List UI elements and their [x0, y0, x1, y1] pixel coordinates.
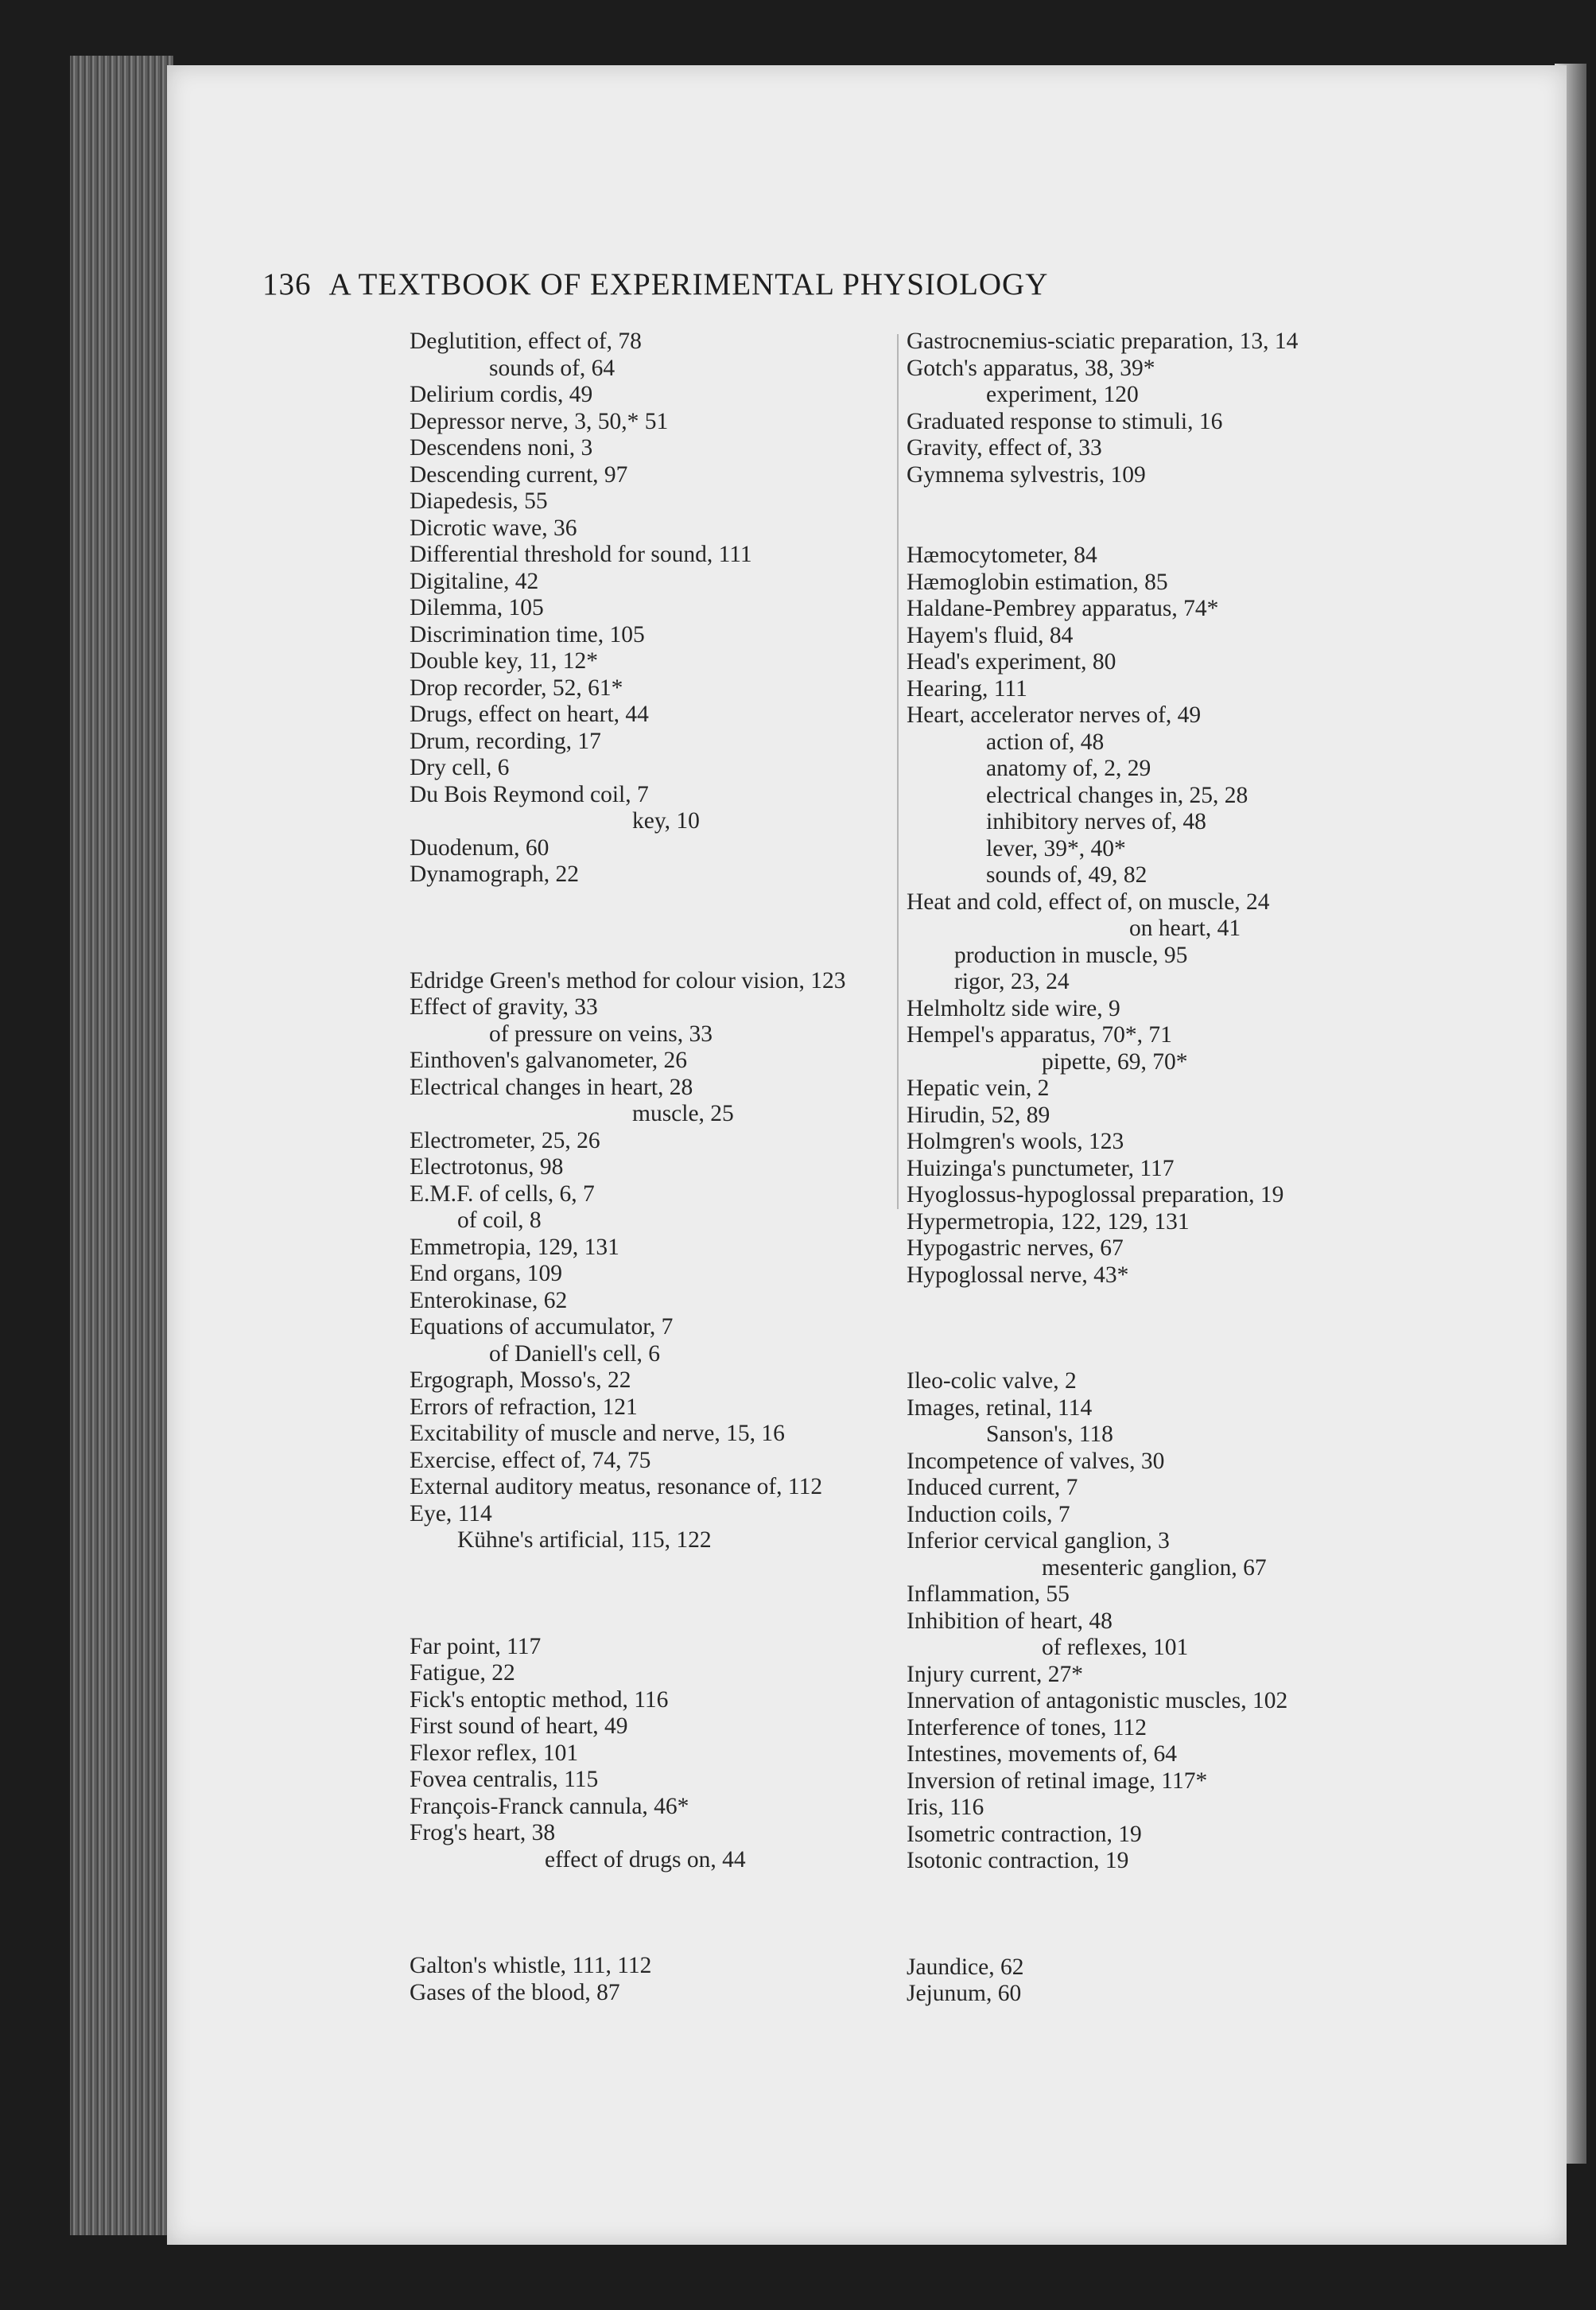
index-subentry: of pressure on veins, 33: [489, 1021, 713, 1047]
index-entry: Fick's entoptic method, 116: [410, 1686, 669, 1713]
index-entry: François-Franck cannula, 46*: [410, 1793, 689, 1819]
index-entry: Images, retinal, 114: [907, 1394, 1093, 1421]
index-entry: Gases of the blood, 87: [410, 1979, 620, 2005]
index-entry: Ergograph, Mosso's, 22: [410, 1367, 631, 1393]
index-entry: Hepatic vein, 2: [907, 1075, 1050, 1101]
index-entry: Hempel's apparatus, 70*, 71: [907, 1022, 1172, 1048]
index-entry: Electrical changes in heart, 28: [410, 1074, 693, 1100]
index-entry: Injury current, 27*: [907, 1661, 1083, 1687]
index-entry: Duodenum, 60: [410, 834, 549, 861]
index-subentry: electrical changes in, 25, 28: [986, 782, 1248, 808]
index-entry: Double key, 11, 12*: [410, 648, 599, 674]
index-subentry: muscle, 25: [632, 1101, 734, 1126]
index-entry: Du Bois Reymond coil, 7: [410, 781, 649, 807]
index-entry: Gravity, effect of, 33: [907, 435, 1102, 461]
index-entry: Hyoglossus-hypoglossal preparation, 19: [907, 1182, 1284, 1208]
index-entry: Hæmoglobin estimation, 85: [907, 569, 1168, 595]
index-entry: Delirium cordis, 49: [410, 382, 593, 407]
page-number: 136: [262, 267, 312, 301]
index-entry: Incompetence of valves, 30: [907, 1448, 1165, 1474]
index-entry: Holmgren's wools, 123: [907, 1129, 1124, 1154]
index-subentry: action of, 48: [986, 729, 1105, 755]
index-entry: Jaundice, 62: [907, 1954, 1024, 1980]
index-entry: Jejunum, 60: [907, 1981, 1022, 2006]
index-entry: Isometric contraction, 19: [907, 1821, 1142, 1847]
index-entry: Electrometer, 25, 26: [410, 1127, 600, 1153]
index-entry: Huizinga's punctumeter, 117: [907, 1155, 1175, 1181]
index-entry: Haldane-Pembrey apparatus, 74*: [907, 596, 1219, 621]
index-entry: Diapedesis, 55: [410, 488, 548, 514]
index-entry: Gymnema sylvestris, 109: [907, 461, 1146, 488]
index-subentry: of Daniell's cell, 6: [489, 1340, 661, 1367]
index-entry: Discrimination time, 105: [410, 621, 645, 648]
index-entry: Fovea centralis, 115: [410, 1767, 599, 1792]
index-entry: Enterokinase, 62: [410, 1287, 568, 1313]
index-entry: Excitability of muscle and nerve, 15, 16: [410, 1421, 785, 1446]
index-entry: Equations of accumulator, 7: [410, 1314, 674, 1340]
index-subentry: key, 10: [632, 808, 700, 834]
index-column-right: [907, 329, 1384, 2008]
index-subentry: anatomy of, 2, 29: [986, 756, 1151, 781]
index-section-i: [907, 1368, 1384, 1875]
index-entry: Electrotonus, 98: [410, 1154, 564, 1180]
index-entry: Descending current, 97: [410, 461, 628, 488]
index-subentry: rigor, 23, 24: [954, 969, 1070, 994]
index-entry: Drop recorder, 52, 61*: [410, 675, 623, 701]
index-entry: Deglutition, effect of, 78: [410, 329, 642, 354]
index-entry: Induction coils, 7: [907, 1501, 1070, 1527]
index-entry: Effect of gravity, 33: [410, 994, 598, 1020]
index-entry: Helmholtz side wire, 9: [907, 995, 1120, 1021]
index-entry: Digitaline, 42: [410, 568, 539, 594]
index-subentry: lever, 39*, 40*: [986, 835, 1126, 861]
index-entry: Heart, accelerator nerves of, 49: [907, 702, 1202, 728]
index-subentry: pipette, 69, 70*: [1042, 1048, 1188, 1075]
index-entry: Head's experiment, 80: [907, 649, 1116, 675]
index-entry: Einthoven's galvanometer, 26: [410, 1048, 688, 1073]
index-subentry: Sanson's, 118: [986, 1421, 1113, 1447]
index-subentry: mesenteric ganglion, 67: [1042, 1554, 1267, 1581]
index-entry: Dynamograph, 22: [410, 861, 580, 887]
index-entry: Dilemma, 105: [410, 595, 544, 620]
index-section-j: [907, 1954, 1384, 2008]
index-entry: Isotonic contraction, 19: [907, 1848, 1129, 1873]
index-subentry: of coil, 8: [457, 1208, 542, 1233]
index-entry: Dicrotic wave, 36: [410, 515, 577, 541]
index-entry: Hearing, 111: [907, 675, 1027, 702]
index-section-e: [410, 968, 895, 1554]
index-entry: Interference of tones, 112: [907, 1714, 1147, 1740]
index-entry: Drum, recording, 17: [410, 728, 601, 754]
index-section-g-right: [907, 329, 1384, 488]
index-entry: Inferior cervical ganglion, 3: [907, 1528, 1170, 1554]
index-entry: Depressor nerve, 3, 50,* 51: [410, 408, 669, 434]
index-entry: Hypogastric nerves, 67: [907, 1235, 1124, 1261]
index-entry: Hirudin, 52, 89: [907, 1102, 1050, 1128]
running-title: A TEXTBOOK OF EXPERIMENTAL PHYSIOLOGY: [328, 267, 1049, 301]
index-entry: Emmetropia, 129, 131: [410, 1234, 619, 1260]
index-entry: Inhibition of heart, 48: [907, 1608, 1113, 1634]
index-section-f: [410, 1634, 895, 1874]
index-section-h: [907, 542, 1384, 1289]
index-entry: Descendens noni, 3: [410, 435, 593, 461]
index-entry: Far point, 117: [410, 1633, 542, 1659]
index-entry: Edridge Green's method for colour vision, 123: [410, 967, 846, 994]
index-entry: E.M.F. of cells, 6, 7: [410, 1180, 595, 1207]
index-entry: Ileo-colic valve, 2: [907, 1368, 1077, 1394]
index-entry: Exercise, effect of, 74, 75: [410, 1447, 651, 1473]
index-entry: Hæmocytometer, 84: [907, 542, 1097, 568]
index-subentry: sounds of, 49, 82: [986, 862, 1147, 888]
index-subentry: experiment, 120: [986, 382, 1139, 407]
index-subentry: effect of drugs on, 44: [545, 1846, 746, 1872]
index-entry: Hypermetropia, 122, 129, 131: [907, 1208, 1190, 1235]
index-subentry: of reflexes, 101: [1042, 1635, 1189, 1660]
index-entry: Dry cell, 6: [410, 755, 510, 780]
index-column-left: [410, 329, 895, 2006]
index-entry: External auditory meatus, resonance of, 112: [410, 1474, 823, 1499]
index-entry: Heat and cold, effect of, on muscle, 24: [907, 889, 1270, 915]
index-entry: Differential threshold for sound, 111: [410, 542, 752, 567]
index-entry: Innervation of antagonistic muscles, 102: [907, 1688, 1288, 1713]
index-entry: Inflammation, 55: [907, 1581, 1070, 1607]
index-subentry: inhibitory nerves of, 48: [986, 809, 1206, 834]
running-header: [262, 266, 1344, 308]
index-entry: Flexor reflex, 101: [410, 1740, 579, 1766]
index-entry: Graduated response to stimuli, 16: [907, 408, 1223, 434]
index-subentry: on heart, 41: [1129, 916, 1241, 941]
index-entry: Inversion of retinal image, 117*: [907, 1768, 1208, 1794]
index-entry: Induced current, 7: [907, 1475, 1078, 1500]
index-entry: End organs, 109: [410, 1261, 563, 1286]
index-entry: Intestines, movements of, 64: [907, 1741, 1178, 1767]
index-subentry: production in muscle, 95: [954, 942, 1188, 968]
index-entry: Gotch's apparatus, 38, 39*: [907, 355, 1155, 381]
index-entry: Fatigue, 22: [410, 1660, 515, 1686]
index-section-d: [410, 329, 895, 889]
index-entry: First sound of heart, 49: [410, 1713, 628, 1739]
index-section-g-left: [410, 1953, 895, 2006]
index-subentry: Kühne's artificial, 115, 122: [457, 1527, 712, 1553]
index-entry: Iris, 116: [907, 1795, 984, 1820]
index-entry: Errors of refraction, 121: [410, 1394, 638, 1420]
index-subentry: sounds of, 64: [489, 355, 615, 381]
index-entry: Galton's whistle, 111, 112: [410, 1953, 652, 1978]
index-entry: Frog's heart, 38: [410, 1820, 556, 1845]
index-entry: Eye, 114: [410, 1500, 492, 1526]
index-entry: Drugs, effect on heart, 44: [410, 702, 649, 727]
index-entry: Hypoglossal nerve, 43*: [907, 1262, 1129, 1288]
column-divider: [897, 334, 899, 1209]
index-entry: Hayem's fluid, 84: [907, 622, 1074, 648]
index-entry: Gastrocnemius-sciatic preparation, 13, 14: [907, 329, 1299, 354]
book-spine-edge: [70, 56, 173, 2235]
